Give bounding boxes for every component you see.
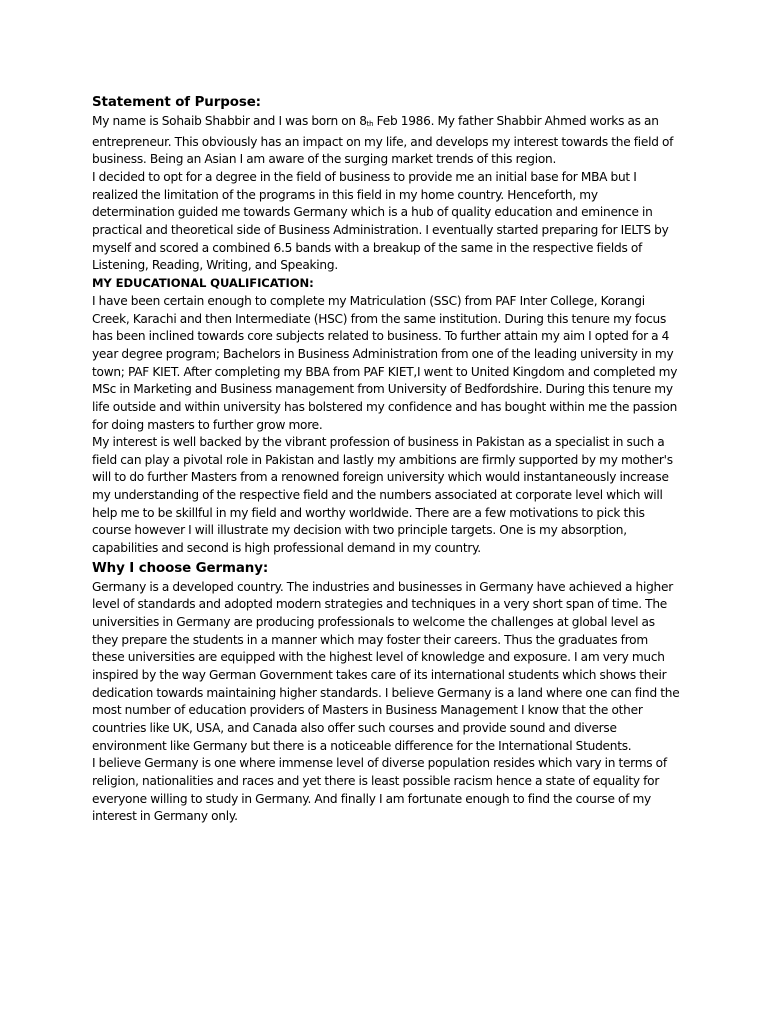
paragraph-interest: My interest is well backed by the vibrant profession of business in Pakistan as a specialist in such a field can play a pivotal role in Pakistan and lastly my ambitions are firmly supported by my mother's will to do further Masters from a renowned foreign university which would instantaneously increase my understanding of the respective field and the numbers associated at corporate level which will help me to be skillful in my field and worthy worldwide. There are a few motivations to pick this course however I will illustrate my decision with two principle targets. One is my absorption, capabilities and second is high professional demand in my country. [92,435,673,556]
paragraph-germany-developed: Germany is a developed country. The industries and businesses in Germany have achieved a higher level of standards and adopted modern strategies and techniques in a very short span of time. The universities in Germany are producing professionals to welcome the challenges at global level as they prepare the students in a manner which may foster their careers. Thus the graduates from these universities are equipped with the highest level of knowledge and exposure. I am very much inspired by the way German Government takes care of its international students which shows their dedication towards maintaining higher standards. I believe Germany is a land where one can find the most number of education providers of Masters in Business Management I know that the other countries like UK, USA, and Canada also offer such courses and provide sound and diverse environment like Germany but there is a noticeable difference for the International Students. [92,579,680,753]
paragraph-germany-diversity: I believe Germany is one where immense level of diverse population resides which vary in terms of religion, nationalities and races and yet there is least possible racism hence a state of equality for everyone willing to study in Germany. And finally I am fortunate enough to find the course of my interest in Germany only. [92,756,667,824]
intro-text-end: Feb 1986. My father Shabbir Ahmed works as an entrepreneur. This obviously has an impact on my life, and develops my interest towards the field of business. Being an Asian I am aware of the surging market trends of this region. [92,114,674,167]
heading-educational-qualification: MY EDUCATIONAL QUALIFICATION: [92,275,314,290]
paragraph-introduction [92,113,682,169]
heading-why-germany: Why I choose Germany: [92,560,269,576]
heading-statement-of-purpose: Statement of Purpose: [92,95,261,110]
ordinal-suffix: th [366,120,374,128]
paragraph-degree-decision: I decided to opt for a degree in the field of business to provide me an initial base for MBA but I realized the limitation of the programs in this field in my home country. Henceforth, my determination guided me towards Germany which is a hub of quality education and eminence in practical and theoretical side of Business Administration. I eventually started preparing for IELTS by myself and scored a combined 6.5 bands with a breakup of the same in the respective fields of Listening, Reading, Writing, and Speaking. [92,169,669,273]
intro-text-start: My name is Sohaib Shabbir and I was born on 8 [92,114,367,128]
document-page [92,94,682,826]
paragraph-education: I have been certain enough to complete my Matriculation (SSC) from PAF Inter College, Korangi Creek, Karachi and then Intermediate (HSC) from the same institution. During this tenure my focus has been inclined towards core subjects related to business. To further attain my aim I opted for a 4 year degree program; Bachelors in Business Administration from one of the leading university in my town; PAF KIET. After completing my BBA from PAF KIET,I went to United Kingdom and completed my MSc in Marketing and Business management from University of Bedfordshire. During this tenure my life outside and within university has bolstered my confidence and has bought within me the passion for doing masters to further grow more. [92,293,678,432]
